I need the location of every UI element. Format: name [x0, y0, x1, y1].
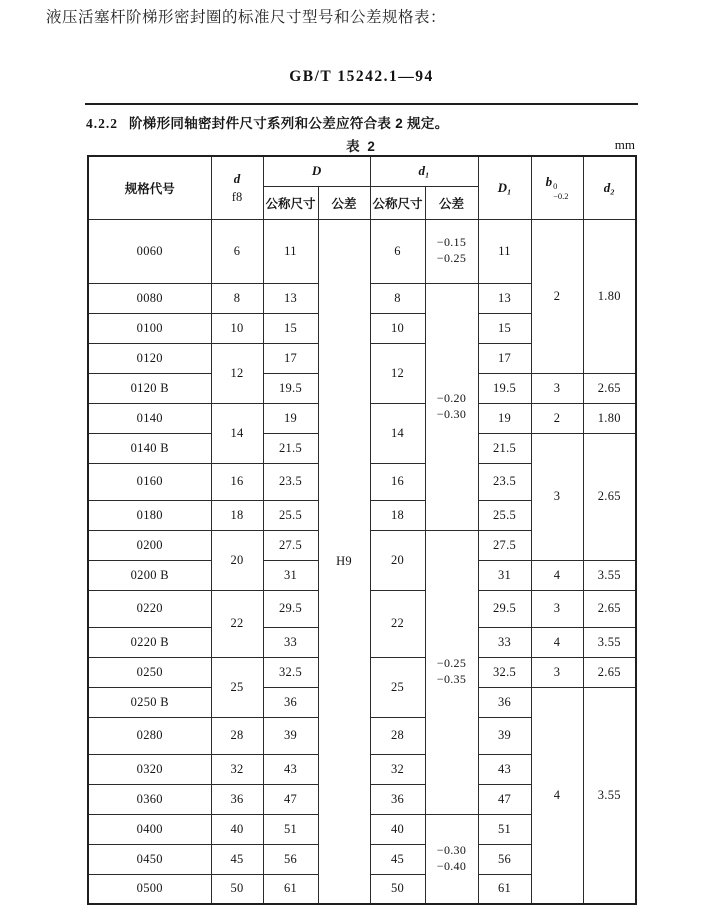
cell-d: 10: [211, 313, 263, 343]
clause-number: 4.2.2: [86, 116, 118, 131]
cell-d2: 3.55: [583, 627, 636, 657]
cell-code: 0250: [88, 657, 211, 687]
cell-D-nominal: 33: [263, 627, 318, 657]
cell-code: 0200 B: [88, 560, 211, 590]
cell-d: 45: [211, 844, 263, 874]
cell-D-nominal: 25.5: [263, 500, 318, 530]
cell-D1: 33: [478, 627, 531, 657]
cell-b: 3: [531, 373, 583, 403]
cell-D-nominal: 19: [263, 403, 318, 433]
cell-d1-nominal: 12: [370, 343, 425, 403]
cell-D1: 17: [478, 343, 531, 373]
cell-D1: 29.5: [478, 590, 531, 627]
cell-d1-tolerance: −0.20 −0.30: [425, 283, 478, 530]
cell-d1-nominal: 45: [370, 844, 425, 874]
cell-D1: 27.5: [478, 530, 531, 560]
cell-D1: 15: [478, 313, 531, 343]
cell-D-nominal: 36: [263, 687, 318, 717]
cell-d2: 1.80: [583, 219, 636, 373]
cell-D1: 19: [478, 403, 531, 433]
cell-d: 16: [211, 463, 263, 500]
cell-d: 6: [211, 219, 263, 283]
cell-code: 0360: [88, 784, 211, 814]
cell-d: 50: [211, 874, 263, 904]
cell-D-tolerance: H9: [318, 219, 370, 904]
cell-d1-nominal: 50: [370, 874, 425, 904]
cell-d1-nominal: 22: [370, 590, 425, 657]
cell-D1: 51: [478, 814, 531, 844]
cell-b: 3: [531, 657, 583, 687]
col-d: d f8: [211, 156, 263, 219]
cell-code: 0220: [88, 590, 211, 627]
spec-table: [87, 155, 637, 905]
cell-D-nominal: 23.5: [263, 463, 318, 500]
col-spec-code: 规格代号: [88, 156, 211, 219]
cell-D1: 11: [478, 219, 531, 283]
cell-code: 0250 B: [88, 687, 211, 717]
table-caption-row: [85, 135, 638, 153]
cell-D1: 61: [478, 874, 531, 904]
cell-D-nominal: 39: [263, 717, 318, 754]
cell-D-nominal: 43: [263, 754, 318, 784]
cell-b: 4: [531, 687, 583, 904]
cell-code: 0100: [88, 313, 211, 343]
cell-d2: 3.55: [583, 687, 636, 904]
cell-D-nominal: 61: [263, 874, 318, 904]
cell-d1-tolerance: −0.15 −0.25: [425, 219, 478, 283]
cell-code: 0500: [88, 874, 211, 904]
cell-D-nominal: 21.5: [263, 433, 318, 463]
cell-b: 3: [531, 433, 583, 560]
cell-code: 0200: [88, 530, 211, 560]
cell-d: 28: [211, 717, 263, 754]
cell-D-nominal: 51: [263, 814, 318, 844]
col-d2: d₂: [583, 156, 636, 219]
cell-d: 8: [211, 283, 263, 313]
cell-D-nominal: 13: [263, 283, 318, 313]
cell-d: 18: [211, 500, 263, 530]
cell-D-nominal: 32.5: [263, 657, 318, 687]
cell-d: 14: [211, 403, 263, 463]
cell-D1: 23.5: [478, 463, 531, 500]
cell-b: 4: [531, 627, 583, 657]
col-D-group: D: [263, 156, 370, 186]
cell-D-nominal: 56: [263, 844, 318, 874]
cell-code: 0120 B: [88, 373, 211, 403]
col-D-nominal: 公称尺寸: [263, 186, 318, 219]
cell-D-nominal: 15: [263, 313, 318, 343]
col-D1: D₁: [478, 156, 531, 219]
cell-D1: 43: [478, 754, 531, 784]
col-b: b 0 −0.2: [531, 156, 583, 219]
cell-d1-nominal: 16: [370, 463, 425, 500]
cell-d1-nominal: 20: [370, 530, 425, 590]
cell-d: 12: [211, 343, 263, 403]
cell-d1-tolerance: −0.30 −0.40: [425, 814, 478, 904]
cell-code: 0060: [88, 219, 211, 283]
col-d1-group: d₁: [370, 156, 478, 186]
cell-D1: 21.5: [478, 433, 531, 463]
cell-D-nominal: 17: [263, 343, 318, 373]
table-caption: 表 2: [346, 139, 377, 154]
cell-d1-nominal: 32: [370, 754, 425, 784]
cell-d1-nominal: 28: [370, 717, 425, 754]
cell-b: 2: [531, 219, 583, 373]
cell-d2: 2.65: [583, 373, 636, 403]
cell-d2: 2.65: [583, 590, 636, 627]
cell-d1-nominal: 10: [370, 313, 425, 343]
col-D-tolerance: 公差: [318, 186, 370, 219]
cell-d2: 2.65: [583, 657, 636, 687]
cell-D-nominal: 47: [263, 784, 318, 814]
cell-b: 3: [531, 590, 583, 627]
cell-d: 25: [211, 657, 263, 717]
cell-d1-nominal: 36: [370, 784, 425, 814]
cell-code: 0280: [88, 717, 211, 754]
cell-D-nominal: 11: [263, 219, 318, 283]
cell-D-nominal: 29.5: [263, 590, 318, 627]
cell-D1: 56: [478, 844, 531, 874]
cell-d: 32: [211, 754, 263, 784]
cell-d1-nominal: 6: [370, 219, 425, 283]
cell-d: 20: [211, 530, 263, 590]
cell-D-nominal: 27.5: [263, 530, 318, 560]
cell-d: 22: [211, 590, 263, 657]
cell-code: 0400: [88, 814, 211, 844]
cell-D1: 47: [478, 784, 531, 814]
col-d1-nominal: 公称尺寸: [370, 186, 425, 219]
cell-code: 0220 B: [88, 627, 211, 657]
cell-d1-nominal: 18: [370, 500, 425, 530]
cell-d2: 1.80: [583, 403, 636, 433]
clause-line: [86, 112, 449, 132]
col-d1-tolerance: 公差: [425, 186, 478, 219]
col-d-fit: f8: [231, 189, 243, 204]
cell-d1-nominal: 14: [370, 403, 425, 463]
cell-d: 36: [211, 784, 263, 814]
clause-text: 阶梯形同轴密封件尺寸系列和公差应符合表 2 规定。: [129, 116, 449, 131]
page-caption: 液压活塞杆阶梯形密封圈的标准尺寸型号和公差规格表：: [46, 9, 447, 26]
table-row: [88, 219, 636, 283]
cell-code: 0450: [88, 844, 211, 874]
cell-code: 0080: [88, 283, 211, 313]
cell-D1: 32.5: [478, 657, 531, 687]
cell-code: 0140 B: [88, 433, 211, 463]
cell-D1: 31: [478, 560, 531, 590]
cell-code: 0120: [88, 343, 211, 373]
cell-D1: 25.5: [478, 500, 531, 530]
cell-D-nominal: 19.5: [263, 373, 318, 403]
cell-D-nominal: 31: [263, 560, 318, 590]
cell-b: 4: [531, 560, 583, 590]
cell-code: 0180: [88, 500, 211, 530]
cell-d1-nominal: 8: [370, 283, 425, 313]
cell-code: 0140: [88, 403, 211, 433]
cell-d1-tolerance: −0.25 −0.35: [425, 530, 478, 814]
unit-label: mm: [614, 137, 635, 152]
cell-D1: 19.5: [478, 373, 531, 403]
cell-D1: 13: [478, 283, 531, 313]
col-b-tolerance: 0 −0.2: [553, 180, 569, 201]
standard-number: GB/T 15242.1—94: [289, 68, 434, 85]
cell-D1: 39: [478, 717, 531, 754]
cell-b: 2: [531, 403, 583, 433]
cell-code: 0160: [88, 463, 211, 500]
cell-code: 0320: [88, 754, 211, 784]
header-rule: [85, 103, 638, 105]
cell-D1: 36: [478, 687, 531, 717]
cell-d2: 3.55: [583, 560, 636, 590]
cell-d1-nominal: 40: [370, 814, 425, 844]
cell-d2: 2.65: [583, 433, 636, 560]
cell-d: 40: [211, 814, 263, 844]
cell-d1-nominal: 25: [370, 657, 425, 717]
